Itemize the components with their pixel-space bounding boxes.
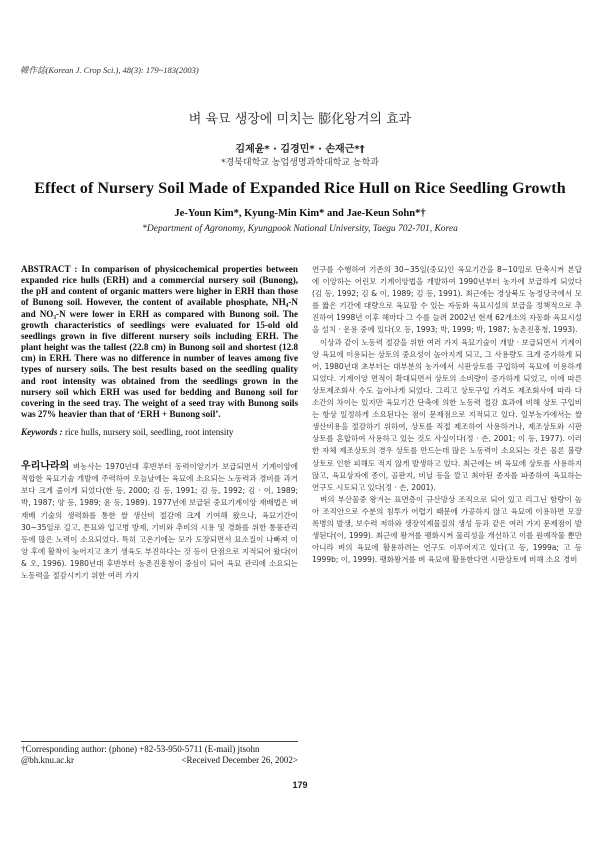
korean-authors: 김제윤* · 김경민* · 손재근*† bbox=[235, 144, 365, 155]
keywords-label: Keywords : bbox=[21, 427, 63, 438]
intro-right-paragraph-3: 벼의 부산물중 왕겨는 표면층이 규산망상 조직으로 되어 있고 리그닌 함량이 높아 조직안으로 수분의 침투가 어렵기 때문에 가공하지 않고 육묘에 이용하면 모잘록병의 발생, 보수력 저하와 생장억제물질의 생성 등과 같은 여러 가지 문제점이 발생된다(이, 1999). 최근에 왕겨를 팽화시켜 물리성을 개선하고 이를 원예작물 뿐만 아니라 벼의 육묘에 활용하려는 연구도 이루어지고 있다(고 등, 1999a; 고 등 1999b; 이, 1999). 팽화왕겨를 벼 육묘에 활용한다면 시판상토에 비해 소요 경비 bbox=[312, 494, 582, 565]
intro-lead-word: 우리나라의 bbox=[21, 461, 70, 473]
keywords-text: rice hulls, nursery soil, seedling, root intensity bbox=[64, 427, 234, 438]
english-affiliation: *Department of Agronomy, Kyungpook National University, Taegu 702-701, Korea bbox=[142, 224, 458, 234]
intro-right-paragraph-1: 연구를 수행하여 기존의 30~35일(중묘)인 육묘기간을 8~10일로 단축시켜 본답에 이앙하는 어린모 기계이앙법을 개발하여 1990년부터 농가에 보급하게 되었다(김 등, 1992; 김 & 이, 1989; 김 등, 1991). 최근에는 경상북도 농정당국에서 모를 짧은 기간에 대량으로 육묘할 수 있는 자동화 육묘시설의 보급을 정책적으로 추진하여 1998년 이후 해마다 그 수를 늘려 2002년 현재 62개소의 자동화 육묘시설을 설치 · 운용 중에 있다(오 등, 1993; 박, 1999; 박, 1987; 농촌진흥청, 1993). bbox=[312, 265, 582, 335]
korean-title: 벼 육묘 생장에 미치는 膨化왕겨의 효과 bbox=[188, 112, 412, 127]
journal-citation: 韓作誌(Korean J. Crop Sci.), 48(3): 179~183(2003) bbox=[20, 65, 199, 75]
korean-affiliation: *경북대학교 농업생명과학대학교 농학과 bbox=[220, 158, 380, 168]
footnote bbox=[21, 744, 298, 766]
intro-right-paragraph-2: 이상과 같이 노동력 절감을 위한 여러 가지 육묘기술이 개발 · 보급되면서 기계이앙 육묘에 이용되는 상토의 중요성이 높아지게 되고, 그 사용량도 크게 증가하게 되어, 1980년대 초부터는 대부분의 농가에서 시판상토를 구입하여 육묘에 이용하게 되었다. 기계이앙 면적이 확대되면서 상토의 소비량이 증가하게 되었고, 이에 따른 상토제조회사 수도 늘어나게 되었다. 그리고 상토구입 가격도 제조회사에 따라 다소간의 차이는 있지만 육묘기간 단축에 의한 노동력 절감 효과에 비해 상토 구입비는 항상 일정하게 소요된다는 점이 문제점으로 지적되고 있다. 일부농가에서는 쌀 생산비용을 절감하기 위하여, 상토를 직접 제조하여 사용하거나, 제조상토와 시판 상토를 혼합하여 사용하고 있는 것도 사실이다(정 · 손, 2001; 이 등, 1977). 이러한 자체 제조상토의 경우 상토를 만드는데 많은 노동력이 소요되는 것은 물론 불량상토로 인한 피해도 적지 않게 발생하고 있다. 최근에는 벼 육묘에 상토를 사용하지 않고, 육묘상자에 종이, 골판지, 비닐 등을 깔고 최아된 종자를 파종하여 육묘하는 연구도 시도되고 있다(정 · 손, 2001). bbox=[312, 337, 582, 492]
abstract bbox=[21, 264, 298, 420]
right-column bbox=[312, 264, 582, 566]
abstract-label: ABSTRACT : bbox=[21, 264, 78, 274]
footnote-line-2 bbox=[21, 755, 298, 766]
left-column bbox=[21, 264, 298, 582]
english-title: Effect of Nursery Soil Made of Expanded Rice Hull on Rice Seedling Growth bbox=[34, 180, 566, 197]
footnote-divider bbox=[21, 741, 298, 742]
intro-left-paragraph: 벼농사는 1970년대 후반부터 동력이앙기가 보급되면서 기계이앙에 적합한 육묘기술 개발에 주력하여 오늘날에는 육묘에 소요되는 노동력과 경비를 과거보다 크게 줄이게 되었다(한 등, 2000; 김 등, 1991; 김 등, 1992; 김 · 이, 1989; 박, 1987; 양 등, 1989; 윤 등, 1989). 1977년에 보급된 중묘기계이앙 재배법은 벼재배 기술의 생력화를 통한 쌀 생산비 절감에 크게 기여해 왔으나, 육묘기간이 30~35일로 길고, 튼묘와 입고병 방제, 기비와 추비의 시용 및 경화를 위한 통풍관리 등에 많은 노력이 소요되었다. 특히 고온기에는 모가 도장되면서 묘소질이 나빠져 이앙 후에 활착이 늦어지고 초기 생육도 부진하다는 것 등이 단점으로 지적되어 왔다(이 & 오, 1996). 1980년대 후반부터 농촌진흥청이 중심이 되어 육묘 관리에 소요되는 노동력을 절감시키기 위한 여러 가지 bbox=[21, 462, 298, 581]
received-date: <Received December 26, 2002> bbox=[181, 755, 298, 765]
footnote-line-1: †Corresponding author: (phone) +82-53-950-5711 (E-mail) jtsohn bbox=[21, 744, 260, 754]
footnote-email: @bh.knu.ac.kr bbox=[21, 755, 75, 765]
english-authors: Je-Youn Kim*, Kyung-Min Kim* and Jae-Keun Sohn*† bbox=[174, 208, 426, 219]
abstract-text: In comparison of physicochemical properties between expanded rice hulls (ERH) and a commercial nursery soil (Bunong), the pH and content of organic matters were higher in ERH than those of Bunong soil. However, the content of available phosphate, NH₄-N and NO₃-N were lower in ERH as compared with Bunong soil. The growth characteristics of seedlings were evaluated for 15-old old seedlings grown in five different nursery soils including ERH. The plant height was the tallest (22.8 cm) in Bunong soil and shortest (12.8 cm) in ERH. There was no difference in number of leaves among five types of nursery soils. The best results based on the seedling quality and root intensity was obtained from the seedlings grown in the nursery soil which ERH was used for bedding and Bunong soil for covering in the seed tray. The weight of a seed tray with Bunong soils was 27% heavier than that of ‘ERH + Bunong soil’. bbox=[21, 264, 298, 420]
keywords bbox=[21, 427, 298, 437]
page-number: 179 bbox=[292, 780, 308, 790]
intro-left-text bbox=[21, 461, 298, 582]
